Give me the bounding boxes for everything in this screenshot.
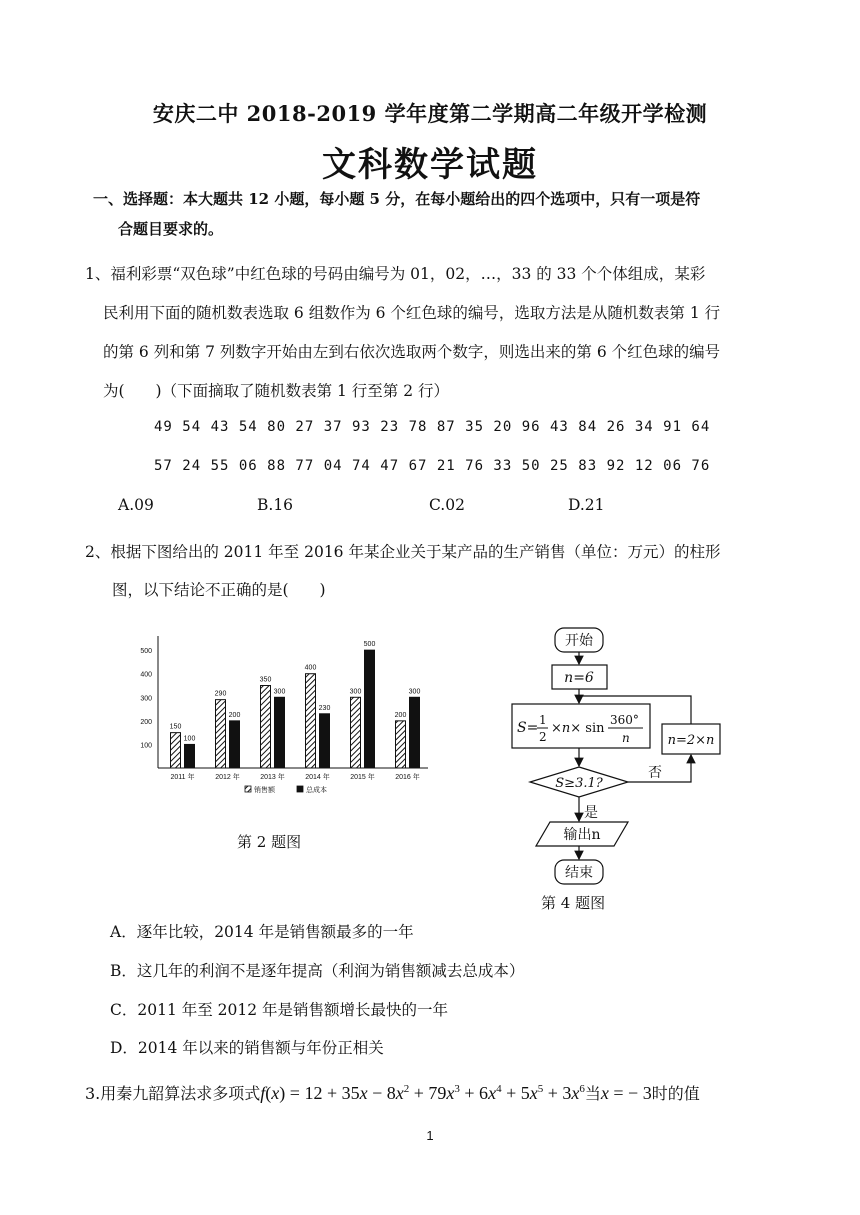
bar-cost	[230, 721, 240, 768]
bar-sales	[216, 700, 226, 768]
q3-prefix: 3.用秦九韶算法求多项式	[85, 1084, 261, 1103]
q1-line: 民利用下面的随机数表选取 6 组数作为 6 个红色球的编号，选取方法是从随机数表第 1 行	[103, 304, 721, 322]
sales-bar-chart	[128, 628, 438, 800]
bar-value-label: 200	[228, 711, 241, 719]
bar-value-label: 200	[394, 711, 407, 719]
random-table-row-1: 49 54 43 54 80 27 37 93 23 78 87 35 20 96 43 84 26 34 91 64	[154, 419, 711, 435]
q1-line: 为( )（下面摘取了随机数表第 1 行至第 2 行）	[103, 382, 450, 400]
exam-title: 文科数学试题	[322, 145, 538, 185]
q2-line: 2、根据下图给出的 2011 年至 2016 年某企业关于某产品的生产销售（单位：万元）的柱形	[85, 543, 721, 561]
bar-cost	[365, 650, 375, 768]
flow-end-label: 结束	[565, 865, 593, 881]
q2-option-d: D．2014 年以来的销售额与年份正相关	[110, 1039, 384, 1057]
flow-calc-angle: 360°	[610, 713, 639, 727]
bar-value-label: 350	[259, 676, 272, 684]
flow-update-label: n=2×n	[667, 733, 715, 748]
q3-polynomial: $f(x) = 12 + 35x - 8x^2 + 79x^3 + 6x^4 + 5x^5 + 3x^6$	[260, 1083, 585, 1103]
page-number: 1	[426, 1128, 434, 1143]
q1-option-c: C.02	[429, 496, 465, 514]
q1-option-a: A.09	[118, 496, 154, 514]
q1-option-d: D.21	[568, 496, 605, 514]
bar-value-label: 290	[214, 690, 227, 698]
bar-value-label: 230	[318, 704, 331, 712]
q3-line	[85, 1070, 700, 1113]
bar-sales	[351, 697, 361, 768]
q3-when: 当	[584, 1084, 601, 1103]
bar-cost	[185, 744, 195, 768]
exam-header: 安庆二中 2018-2019 学年度第二学期高二年级开学检测	[152, 101, 708, 126]
q2-line: 图，以下结论不正确的是( )	[112, 581, 326, 599]
y-tick-label: 100	[140, 742, 152, 750]
bar-value-label: 300	[273, 688, 286, 696]
q1-line: 的第 6 列和第 7 列数字开始由左到右依次选取两个数字，则选出来的第 6 个红色球的编号	[103, 343, 721, 361]
random-table-row-2: 57 24 55 06 88 77 04 74 47 67 21 76 33 50 25 83 92 12 06 76	[154, 458, 711, 474]
bar-value-label: 300	[349, 688, 362, 696]
flow-start-label: 开始	[565, 633, 593, 649]
x-tick-label: 2014 年	[305, 774, 330, 781]
q2-option-c: C．2011 年至 2012 年是销售额增长最快的一年	[110, 1001, 449, 1019]
q2-figure-caption: 第 2 题图	[237, 833, 302, 851]
y-tick-label: 500	[140, 648, 152, 656]
q1-option-b: B.16	[257, 496, 294, 514]
bar-value-label: 500	[363, 641, 376, 649]
q2-option-a: A．逐年比较，2014 年是销售额最多的一年	[110, 923, 414, 941]
bar-sales	[261, 686, 271, 769]
legend-label: 销售额	[254, 787, 275, 794]
program-flowchart	[500, 620, 740, 888]
flow-calc-mid: ×n× sin	[551, 721, 605, 736]
section-heading: 一、选择题：本大题共 12 小题，每小题 5 分，在每小题给出的四个选项中，只有一项是符	[93, 190, 701, 208]
flow-init-label: n=6	[564, 670, 594, 686]
x-tick-label: 2013 年	[260, 774, 285, 781]
flow-yes-label: 是	[584, 805, 598, 821]
section-heading-cont: 合题目要求的。	[118, 220, 224, 238]
flow-calc-n: n	[622, 731, 630, 745]
bar-cost	[320, 714, 330, 768]
flow-no-label: 否	[648, 765, 662, 781]
bar-value-label: 100	[183, 735, 196, 743]
q3-x-value: x = − 3	[600, 1083, 652, 1103]
bar-cost	[410, 697, 420, 768]
flow-condition-label: S≥3.1?	[555, 776, 603, 791]
legend-swatch	[297, 786, 303, 792]
y-tick-label: 200	[140, 718, 152, 726]
y-tick-label: 400	[140, 671, 152, 679]
flow-calc-frac-num: 1	[539, 713, 547, 727]
bar-value-label: 150	[169, 723, 182, 731]
flow-calc-label: S=	[517, 720, 539, 736]
bar-value-label: 300	[408, 688, 421, 696]
x-tick-label: 2011 年	[170, 774, 195, 781]
q2-option-b: B．这几年的利润不是逐年提高（利润为销售额减去总成本）	[110, 962, 525, 980]
bar-sales	[171, 733, 181, 768]
flow-calc-frac-den: 2	[539, 730, 547, 744]
bar-value-label: 400	[304, 664, 317, 672]
bar-sales	[396, 721, 406, 768]
x-tick-label: 2015 年	[350, 774, 375, 781]
bar-cost	[275, 697, 285, 768]
legend-label: 总成本	[306, 787, 327, 794]
legend-swatch	[245, 786, 251, 792]
q4-figure-caption: 第 4 题图	[541, 894, 606, 912]
flow-output-label: 输出n	[563, 827, 601, 843]
bar-sales	[306, 674, 316, 768]
x-tick-label: 2016 年	[395, 774, 420, 781]
q3-end: 时的值	[651, 1084, 700, 1103]
q1-line: 1、福利彩票“双色球”中红色球的号码由编号为 01，02，…，33 的 33 个个体组成，某彩	[85, 265, 706, 283]
y-tick-label: 300	[140, 695, 152, 703]
x-tick-label: 2012 年	[215, 774, 240, 781]
